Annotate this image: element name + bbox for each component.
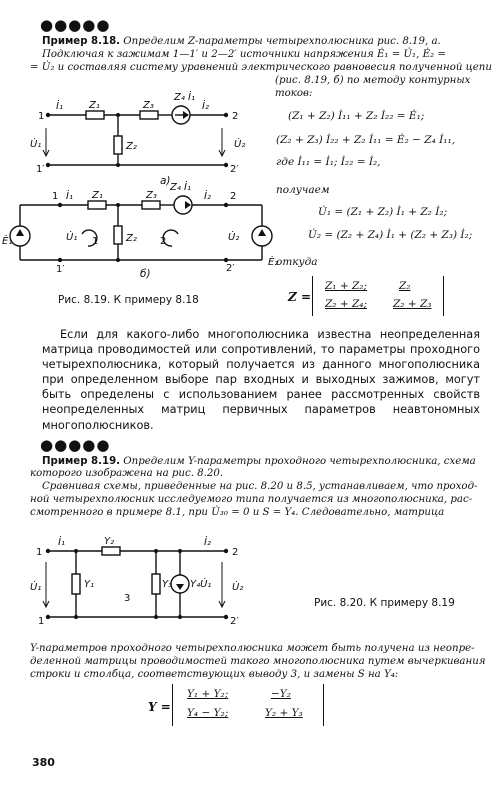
example-label: Пример 8.19.: [42, 456, 121, 467]
after-line: деленной матрицы проводимостей такого многополюсника путем вычеркивания: [30, 656, 486, 667]
svg-text:Ė₁: Ė₁: [2, 236, 13, 247]
svg-text:3: 3: [124, 593, 131, 604]
matrix-y: [172, 684, 324, 726]
svg-text:U̇₁: U̇₁: [30, 139, 42, 150]
svg-text:İ₁: İ₁: [56, 101, 63, 112]
matrix-cell: Z₂ + Z₄;: [325, 298, 368, 310]
page-number: 380: [32, 756, 55, 769]
svg-text:Ė₂: Ė₂: [268, 257, 279, 268]
body-paragraph: Если для какого-либо многополюсника известна неопределенная матрица проводимостей или сопротивлений, то параметры проходного четырехполюсника, который получается из данного многополюсника при определенном выборе пар входных и выходных зажимов, могут быть определены с использованием ранее рассмотренных свойств неопределенных матриц первичных параметров неавтономных многополюсников.: [42, 328, 480, 432]
svg-text:1′: 1′: [56, 264, 65, 275]
figure-sublabel-a: а): [160, 175, 171, 187]
svg-text:U̇₁: U̇₁: [30, 582, 42, 593]
svg-text:Z₂: Z₂: [126, 141, 137, 152]
matrix-cell: Z₂ + Z₃: [393, 298, 432, 310]
equation: U̇₂ = (Z₂ + Z₄) İ₁ + (Z₂ + Z₃) İ₂;: [308, 229, 473, 241]
equation-text: получаем: [276, 184, 330, 196]
matrix-z-label: Z =: [288, 290, 311, 304]
example-label: Пример 8.18.: [42, 36, 121, 47]
matrix-cell: Y₁ + Y₂;: [187, 688, 229, 700]
svg-text:1: 1: [52, 191, 59, 202]
svg-text:Y₃: Y₃: [162, 579, 173, 590]
svg-text:İ₂: İ₂: [204, 191, 211, 202]
matrix-cell: Z₁ + Z₂;: [325, 280, 368, 292]
intro-line: Определим Z-параметры четырехполюсника рис. 8.19, а.: [123, 36, 441, 47]
intro-line: ной четырехполюсник исследуемого типа получается из многополюсника, рас-: [30, 494, 473, 505]
figure-sublabel-b: б): [140, 268, 151, 280]
svg-text:1: 1: [38, 111, 45, 122]
matrix-cell: Y₂ + Y₃: [265, 707, 303, 719]
after-line: строки и столбца, соответствующих выводу 3, и замены S на Y₄:: [30, 669, 399, 680]
svg-text:İ₂: İ₂: [204, 537, 211, 548]
svg-text:2′: 2′: [230, 616, 239, 627]
svg-text:Z₄ İ₁: Z₄ İ₁: [170, 182, 191, 193]
svg-text:Z₁: Z₁: [92, 190, 103, 201]
svg-text:2′: 2′: [226, 263, 235, 274]
svg-text:Y₂: Y₂: [104, 536, 115, 547]
svg-text:U̇₂: U̇₂: [232, 582, 244, 593]
svg-text:İ₁: İ₁: [66, 191, 73, 202]
svg-text:2: 2: [160, 236, 167, 247]
svg-text:Z₃: Z₃: [143, 100, 154, 111]
svg-text:2: 2: [232, 111, 239, 122]
svg-text:1′: 1′: [36, 164, 45, 175]
matrix-cell: Z₂: [399, 280, 411, 292]
matrix-cell: −Y₂: [271, 688, 291, 700]
svg-text:1: 1: [36, 547, 43, 558]
equation-text: откуда: [276, 256, 318, 268]
svg-text:İ₂: İ₂: [202, 101, 209, 112]
intro-line: = U̇₂ и составляя систему уравнений электрического равновесия полученной цепи: [30, 62, 492, 73]
intro-line: Сравнивая схемы, приведенные на рис. 8.20 и 8.5, устанавливаем, что проход-: [42, 481, 478, 492]
section-marker-2: ●●●●●: [40, 436, 111, 454]
intro-line: (рис. 8.19, б) по методу контурных: [275, 75, 471, 86]
svg-text:U̇₂: U̇₂: [234, 139, 246, 150]
intro-line: смотренного в примере 8.1, при U̇₃₀ = 0 и S = Y₄. Следовательно, матрица: [30, 507, 445, 518]
after-line: Y-параметров проходного четырехполюсника может быть получена из неопре-: [30, 643, 475, 654]
svg-text:Y₄U̇₁: Y₄U̇₁: [190, 579, 212, 590]
svg-text:1: 1: [38, 616, 45, 627]
svg-text:İ₁: İ₁: [58, 537, 65, 548]
svg-text:Y₁: Y₁: [84, 579, 95, 590]
svg-text:2: 2: [230, 191, 237, 202]
svg-text:U̇₂: U̇₂: [228, 232, 240, 243]
svg-text:Z₂: Z₂: [126, 233, 137, 244]
svg-text:2′: 2′: [230, 164, 239, 175]
svg-text:U̇₁: U̇₁: [66, 232, 78, 243]
equation: U̇₁ = (Z₁ + Z₂) İ₁ + Z₂ İ₂;: [318, 206, 448, 218]
intro-line: Определим Y-параметры проходного четырехполюсника, схема: [123, 456, 476, 467]
matrix-cell: Y₄ − Y₂;: [187, 707, 229, 719]
matrix-y-label: Y =: [148, 700, 171, 714]
intro-line: Подключая к зажимам 1—1′ и 2—2′ источники напряжения Ė₁ = U̇₁, Ė₂ =: [42, 49, 446, 60]
section-marker-1: ●●●●●: [40, 16, 111, 34]
intro-line: токов:: [275, 88, 313, 99]
svg-text:Z₁: Z₁: [89, 100, 100, 111]
svg-text:Z₄ İ₁: Z₄ İ₁: [174, 92, 195, 103]
svg-text:1: 1: [92, 236, 99, 247]
equation: где İ₁₁ = İ₁; İ₂₂ = İ₂,: [276, 156, 381, 168]
svg-text:2: 2: [232, 547, 239, 558]
svg-text:Z₃: Z₃: [146, 190, 157, 201]
equation: (Z₂ + Z₃) İ₂₂ + Z₂ İ₁₁ = Ė₂ − Z₄ İ₁₁,: [276, 134, 456, 146]
figure-caption-8-19: Рис. 8.19. К примеру 8.18: [58, 294, 199, 306]
intro-line: которого изображена на рис. 8.20.: [30, 468, 224, 479]
figure-caption-8-20: Рис. 8.20. К примеру 8.19: [314, 597, 455, 609]
equation: (Z₁ + Z₂) İ₁₁ + Z₂ İ₂₂ = Ė₁;: [288, 110, 425, 122]
